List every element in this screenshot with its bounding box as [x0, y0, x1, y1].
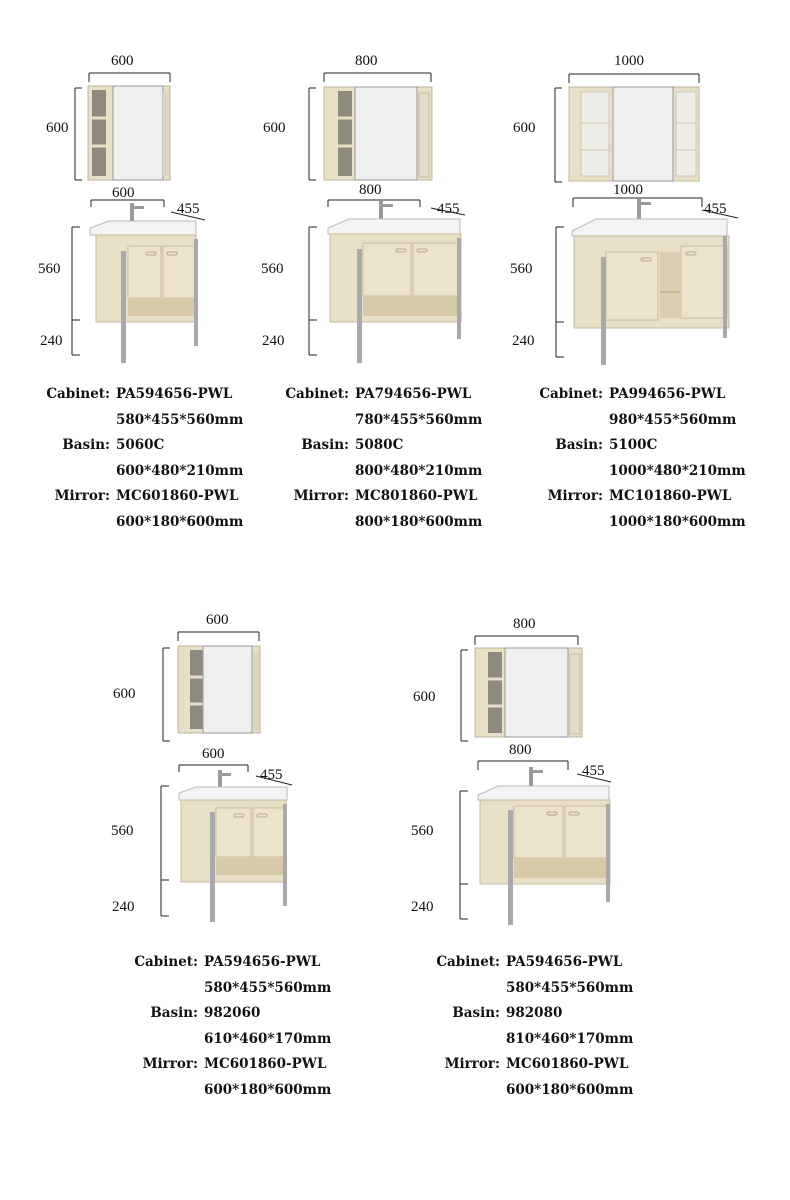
cabinet-width-dim: 800 [509, 742, 532, 758]
basin-size: 810*460*170mm [506, 1030, 634, 1047]
cabinet-size: 580*455*560mm [506, 979, 634, 996]
mirror-width-dim: 600 [206, 612, 229, 628]
mirror-label: Mirror: [54, 488, 110, 504]
mirror-height-dim: 600 [113, 686, 136, 702]
leg-height-dim: 240 [112, 899, 135, 915]
mirror-label: Mirror: [293, 488, 349, 504]
basin-model: 5100C [609, 437, 658, 453]
mirror-height-dim: 600 [513, 120, 536, 136]
cabinet-model: PA594656-PWL [204, 954, 321, 970]
mirror-model: MC601860-PWL [204, 1056, 327, 1072]
mirror-model: MC801860-PWL [355, 488, 478, 504]
cabinet-model: PA794656-PWL [355, 386, 472, 402]
mirror-size: 1000*180*600mm [609, 513, 746, 530]
mirror-width-dim: 600 [111, 53, 134, 69]
mirror-width-dim: 800 [355, 53, 378, 69]
mirror-model: MC601860-PWL [506, 1056, 629, 1072]
depth-dim: 455 [260, 767, 283, 783]
basin-model: 982060 [204, 1005, 261, 1021]
mirror-width-dim: 1000 [614, 53, 644, 69]
basin-label: Basin: [301, 437, 349, 453]
depth-dim: 455 [704, 201, 727, 217]
cabinet-width-dim: 800 [359, 182, 382, 198]
basin-label: Basin: [62, 437, 110, 453]
cabinet-width-dim: 1000 [613, 182, 643, 198]
cabinet-width-dim: 600 [112, 185, 135, 201]
mirror-size: 600*180*600mm [116, 513, 244, 530]
cabinet-size: 780*455*560mm [355, 411, 483, 428]
cabinet-size: 580*455*560mm [116, 411, 244, 428]
cabinet-label: Cabinet: [46, 386, 110, 402]
depth-dim: 455 [437, 201, 460, 217]
depth-dim: 455 [582, 763, 605, 779]
mirror-height-dim: 600 [46, 120, 69, 136]
spec-list [432, 950, 633, 1103]
mirror-model: MC101860-PWL [609, 488, 732, 504]
cabinet-height-dim: 560 [38, 261, 61, 277]
cabinet-height-dim: 560 [111, 823, 134, 839]
basin-label: Basin: [452, 1005, 500, 1021]
cabinet-size: 580*455*560mm [204, 979, 332, 996]
mirror-label: Mirror: [444, 1056, 500, 1072]
leg-height-dim: 240 [262, 333, 285, 349]
leg-height-dim: 240 [512, 333, 535, 349]
mirror-label: Mirror: [547, 488, 603, 504]
leg-height-dim: 240 [411, 899, 434, 915]
cabinet-model: PA994656-PWL [609, 386, 726, 402]
cabinet-label: Cabinet: [539, 386, 603, 402]
leg-height-dim: 240 [40, 333, 63, 349]
cabinet-model: PA594656-PWL [506, 954, 623, 970]
mirror-model: MC601860-PWL [116, 488, 239, 504]
cabinet-width-dim: 600 [202, 746, 225, 762]
mirror-width-dim: 800 [513, 616, 536, 632]
cabinet-height-dim: 560 [411, 823, 434, 839]
basin-label: Basin: [555, 437, 603, 453]
basin-model: 982080 [506, 1005, 563, 1021]
mirror-height-dim: 600 [413, 689, 436, 705]
mirror-label: Mirror: [142, 1056, 198, 1072]
cabinet-label: Cabinet: [285, 386, 349, 402]
basin-model: 5080C [355, 437, 404, 453]
basin-size: 800*480*210mm [355, 462, 483, 479]
basin-label: Basin: [150, 1005, 198, 1021]
cabinet-height-dim: 560 [261, 261, 284, 277]
mirror-size: 600*180*600mm [506, 1081, 634, 1098]
cabinet-label: Cabinet: [134, 954, 198, 970]
basin-model: 5060C [116, 437, 165, 453]
basin-size: 610*460*170mm [204, 1030, 332, 1047]
depth-dim: 455 [177, 201, 200, 217]
basin-size: 600*480*210mm [116, 462, 244, 479]
basin-size: 1000*480*210mm [609, 462, 746, 479]
cabinet-height-dim: 560 [510, 261, 533, 277]
mirror-size: 600*180*600mm [204, 1081, 332, 1098]
mirror-size: 800*180*600mm [355, 513, 483, 530]
mirror-height-dim: 600 [263, 120, 286, 136]
cabinet-size: 980*455*560mm [609, 411, 737, 428]
cabinet-label: Cabinet: [436, 954, 500, 970]
cabinet-model: PA594656-PWL [116, 386, 233, 402]
